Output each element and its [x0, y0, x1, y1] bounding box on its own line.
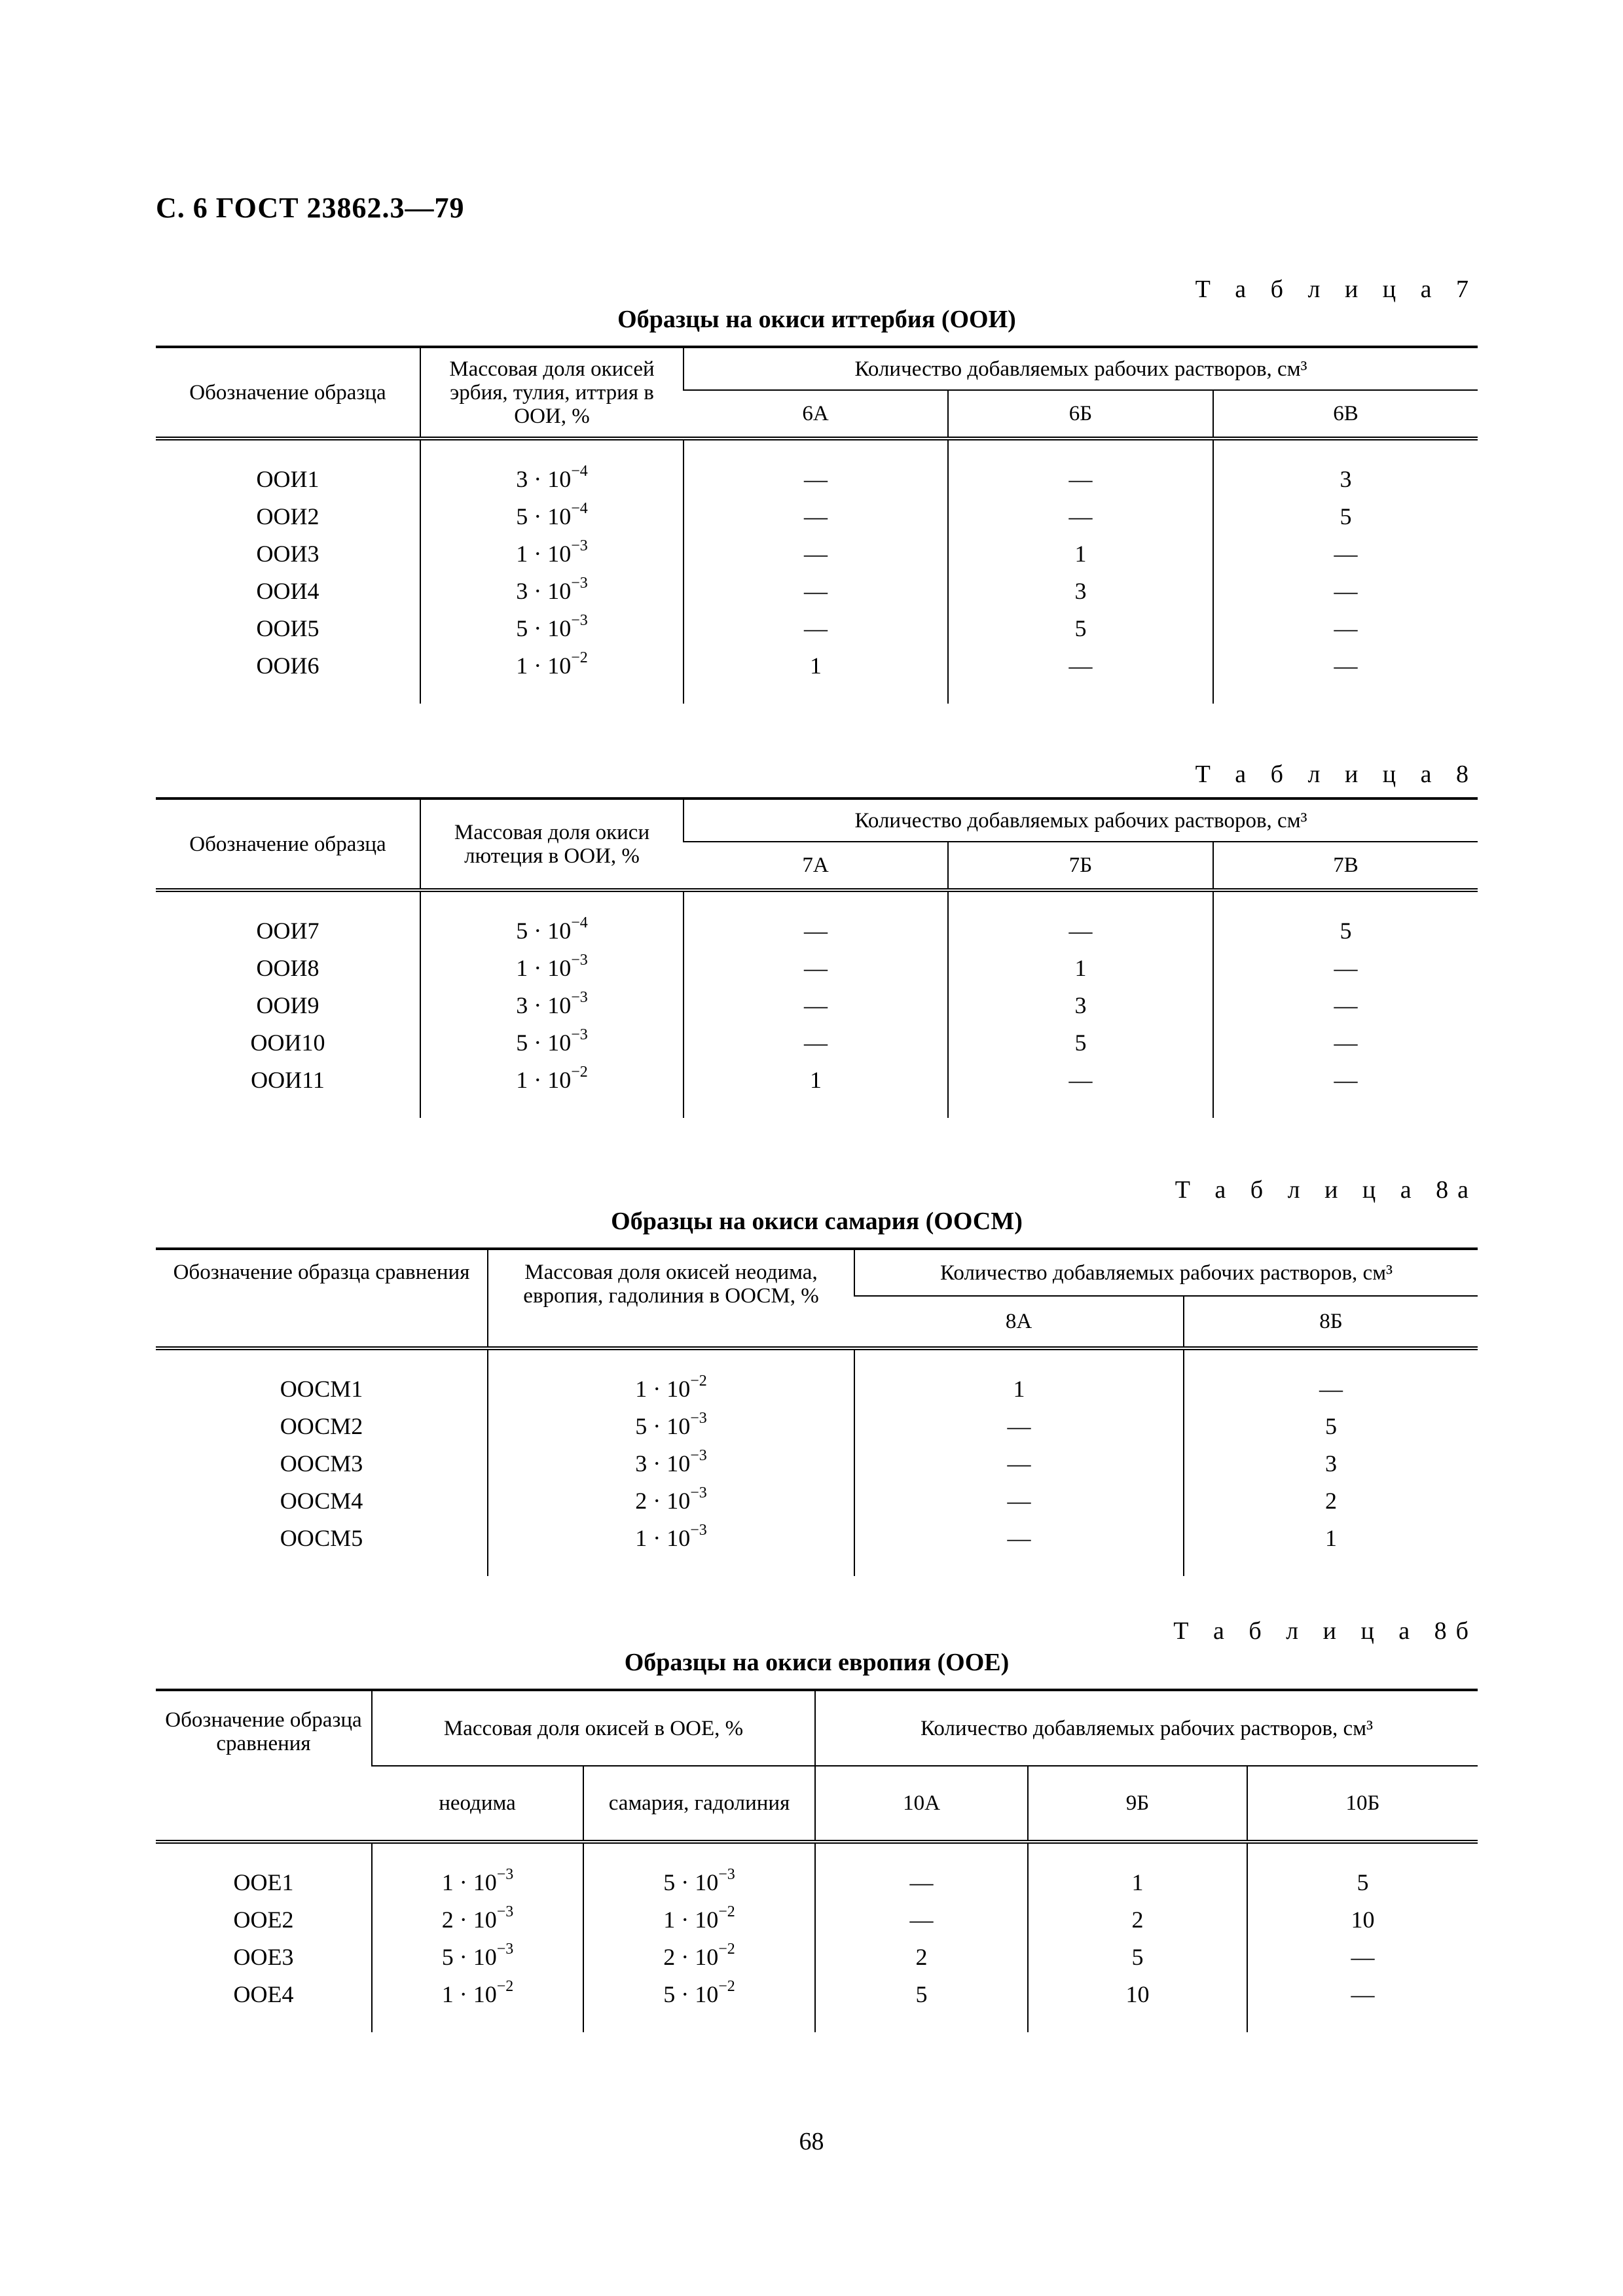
mass-mantissa: 5 — [516, 917, 528, 944]
table8a — [156, 1247, 1478, 1576]
sample-designation: ООЕ2 — [233, 1906, 294, 1933]
table-row — [156, 497, 1478, 535]
mass-fraction-samarium-gadolinium — [583, 1863, 815, 1901]
mass-mantissa: 2 — [441, 1906, 454, 1933]
mass-exponent: −3 — [718, 1865, 735, 1883]
solution-amount: — — [1213, 949, 1478, 986]
solution-amount: 5 — [1184, 1407, 1478, 1444]
page-number: 68 — [799, 2128, 824, 2155]
solution-amount: 2 — [815, 1938, 1028, 1975]
solution-amount: 3 — [1184, 1444, 1478, 1482]
solution-amount: — — [1247, 1975, 1478, 2013]
mass-base: · 10 — [528, 954, 572, 981]
mass-exponent: −2 — [496, 1977, 514, 1995]
table-row — [156, 647, 1478, 684]
mass-mantissa: 3 — [516, 992, 528, 1018]
mass-base: · 10 — [647, 1487, 691, 1514]
table-row — [156, 1370, 1478, 1407]
mass-fraction-neodymium — [372, 1938, 583, 1975]
solution-amount: — — [1213, 535, 1478, 572]
solution-amount: 1 — [1184, 1519, 1478, 1556]
mass-mantissa: 1 — [516, 1066, 528, 1093]
mass-exponent: −4 — [571, 499, 588, 517]
solution-amount: — — [1213, 986, 1478, 1024]
table7-col-mass: Массовая доля окисей эрбия, тулия, иттрия в ООИ, % — [420, 347, 684, 439]
table-row — [156, 1407, 1478, 1444]
table-row — [156, 1863, 1478, 1901]
mass-mantissa: 1 — [516, 954, 528, 981]
mass-mantissa: 1 — [516, 540, 528, 567]
solution-amount: 1 — [684, 647, 948, 684]
solution-amount: — — [684, 1024, 948, 1061]
mass-exponent: −3 — [690, 1446, 707, 1464]
mass-exponent: −3 — [496, 1903, 514, 1920]
mass-mantissa: 5 — [635, 1412, 647, 1439]
mass-fraction-neodymium — [372, 1863, 583, 1901]
mass-base: · 10 — [647, 1450, 691, 1477]
solution-amount: 3 — [1213, 460, 1478, 497]
mass-fraction — [488, 1370, 854, 1407]
sample-designation: ООИ9 — [256, 992, 319, 1018]
table7-col-qty: Количество добавляемых рабочих растворов, см³ — [684, 347, 1478, 390]
solution-amount: — — [948, 497, 1213, 535]
mass-fraction-samarium-gadolinium — [583, 1938, 815, 1975]
mass-base: · 10 — [647, 1412, 691, 1439]
table8b-label: Т а б л и ц а 8б — [1173, 1617, 1478, 1645]
solution-amount: — — [854, 1519, 1184, 1556]
table8a-col-mass: Массовая доля окисей неодима, европия, гадолиния в ООСМ, % — [488, 1249, 854, 1348]
solution-amount: 1 — [948, 949, 1213, 986]
mass-base: · 10 — [528, 1066, 572, 1093]
mass-mantissa: 1 — [635, 1524, 647, 1551]
sample-designation: ООСМ1 — [280, 1375, 363, 1402]
mass-mantissa: 2 — [635, 1487, 647, 1514]
solution-amount: — — [854, 1482, 1184, 1519]
table8b-sub-col: 10Б — [1247, 1766, 1478, 1842]
mass-mantissa: 3 — [516, 577, 528, 604]
mass-fraction — [420, 1061, 684, 1098]
mass-fraction — [420, 986, 684, 1024]
mass-mantissa: 1 — [635, 1375, 647, 1402]
mass-exponent: −4 — [571, 462, 588, 480]
mass-exponent: −4 — [571, 914, 588, 931]
mass-base: · 10 — [528, 465, 572, 492]
mass-base: · 10 — [647, 1375, 691, 1402]
solution-amount: 5 — [948, 609, 1213, 647]
table7-sub-col: 6Б — [948, 390, 1213, 439]
mass-fraction-neodymium — [372, 1901, 583, 1938]
solution-amount: — — [815, 1901, 1028, 1938]
mass-base: · 10 — [453, 1906, 497, 1933]
mass-mantissa: 1 — [441, 1869, 454, 1895]
table7-sub-col: 6В — [1213, 390, 1478, 439]
mass-mantissa: 3 — [516, 465, 528, 492]
solution-amount: 1 — [1028, 1863, 1247, 1901]
mass-base: · 10 — [528, 503, 572, 529]
table8b-col-qty: Количество добавляемых рабочих растворов, см³ — [815, 1690, 1478, 1766]
solution-amount: — — [684, 460, 948, 497]
solution-amount: 2 — [1184, 1482, 1478, 1519]
table8-col-sample: Обозначение образца — [156, 798, 420, 890]
mass-mantissa: 1 — [441, 1981, 454, 2007]
mass-exponent: −3 — [690, 1409, 707, 1427]
mass-fraction — [420, 609, 684, 647]
table-row — [156, 1024, 1478, 1061]
mass-exponent: −2 — [571, 1063, 588, 1081]
sample-designation: ООСМ2 — [280, 1412, 363, 1439]
table8b-sub-col: 9Б — [1028, 1766, 1247, 1842]
solution-amount: — — [948, 647, 1213, 684]
table8b-sub-mass: самария, гадолиния — [583, 1766, 815, 1842]
solution-amount: 5 — [1247, 1863, 1478, 1901]
mass-fraction — [420, 912, 684, 949]
mass-exponent: −3 — [571, 537, 588, 554]
mass-fraction — [488, 1482, 854, 1519]
mass-fraction — [488, 1407, 854, 1444]
table-row — [156, 535, 1478, 572]
mass-base: · 10 — [528, 992, 572, 1018]
solution-amount: — — [948, 460, 1213, 497]
page-header: С. 6 ГОСТ 23862.3—79 — [156, 192, 465, 224]
mass-base: · 10 — [675, 1869, 719, 1895]
sample-designation: ООСМ3 — [280, 1450, 363, 1477]
table8-sub-col: 7А — [684, 842, 948, 890]
solution-amount: — — [684, 497, 948, 535]
sample-designation: ООИ2 — [256, 503, 319, 529]
mass-base: · 10 — [647, 1524, 691, 1551]
sample-designation: ООИ11 — [251, 1066, 325, 1093]
table8-col-mass: Массовая доля окиси лютеция в ООИ, % — [420, 798, 684, 890]
mass-exponent: −3 — [571, 988, 588, 1006]
mass-fraction — [420, 572, 684, 609]
mass-base: · 10 — [528, 652, 572, 679]
mass-exponent: −2 — [718, 1940, 735, 1958]
table7-col-sample: Обозначение образца — [156, 347, 420, 439]
table8a-col-sample: Обозначение образца сравнения — [156, 1249, 488, 1348]
mass-exponent: −2 — [718, 1903, 735, 1920]
table-row — [156, 949, 1478, 986]
mass-mantissa: 1 — [516, 652, 528, 679]
mass-exponent: −2 — [690, 1372, 707, 1390]
sample-designation: ООИ4 — [256, 577, 319, 604]
mass-fraction-samarium-gadolinium — [583, 1901, 815, 1938]
solution-amount: — — [1213, 609, 1478, 647]
solution-amount: 3 — [948, 572, 1213, 609]
sample-designation: ООИ3 — [256, 540, 319, 567]
sample-designation: ООИ10 — [250, 1029, 325, 1056]
mass-fraction — [420, 535, 684, 572]
solution-amount: — — [1213, 572, 1478, 609]
mass-base: · 10 — [528, 577, 572, 604]
mass-mantissa: 3 — [635, 1450, 647, 1477]
table8b — [156, 1689, 1478, 2032]
solution-amount: 5 — [948, 1024, 1213, 1061]
table8-col-qty: Количество добавляемых рабочих растворов, см³ — [684, 798, 1478, 842]
mass-exponent: −3 — [571, 951, 588, 969]
solution-amount: 1 — [854, 1370, 1184, 1407]
mass-base: · 10 — [528, 917, 572, 944]
table8b-col-mass: Массовая доля окисей в ООЕ, % — [372, 1690, 815, 1766]
mass-base: · 10 — [453, 1943, 497, 1970]
mass-base: · 10 — [675, 1981, 719, 2007]
solution-amount: — — [684, 572, 948, 609]
solution-amount: 2 — [1028, 1901, 1247, 1938]
mass-fraction — [488, 1444, 854, 1482]
table8b-col-sample: Обозначение образца сравнения — [156, 1690, 372, 1842]
mass-mantissa: 2 — [663, 1943, 676, 1970]
table8b-sub-col: 10А — [815, 1766, 1028, 1842]
mass-exponent: −2 — [571, 649, 588, 666]
table8-sub-col: 7В — [1213, 842, 1478, 890]
mass-fraction — [420, 497, 684, 535]
mass-base: · 10 — [675, 1906, 719, 1933]
table-row — [156, 572, 1478, 609]
mass-base: · 10 — [528, 1029, 572, 1056]
sample-designation: ООЕ3 — [233, 1943, 294, 1970]
mass-base: · 10 — [453, 1981, 497, 2007]
mass-exponent: −2 — [718, 1977, 735, 1995]
table-row — [156, 912, 1478, 949]
solution-amount: 10 — [1247, 1901, 1478, 1938]
solution-amount: 3 — [948, 986, 1213, 1024]
sample-designation: ООИ7 — [256, 917, 319, 944]
mass-exponent: −3 — [690, 1521, 707, 1539]
sample-designation: ООИ6 — [256, 652, 319, 679]
table-row — [156, 1519, 1478, 1556]
solution-amount: — — [1184, 1370, 1478, 1407]
table7-label: Т а б л и ц а 7 — [1195, 276, 1478, 303]
sample-designation: ООСМ4 — [280, 1487, 363, 1514]
table-row — [156, 1444, 1478, 1482]
mass-mantissa: 5 — [663, 1981, 676, 2007]
solution-amount: — — [684, 912, 948, 949]
mass-mantissa: 5 — [441, 1943, 454, 1970]
sample-designation: ООЕ4 — [233, 1981, 294, 2007]
mass-base: · 10 — [528, 615, 572, 641]
table-row — [156, 460, 1478, 497]
solution-amount: — — [1247, 1938, 1478, 1975]
sample-designation: ООСМ5 — [280, 1524, 363, 1551]
table-row — [156, 609, 1478, 647]
table8a-col-qty: Количество добавляемых рабочих растворов, см³ — [854, 1249, 1478, 1296]
solution-amount: 5 — [1213, 912, 1478, 949]
solution-amount: 10 — [1028, 1975, 1247, 2013]
mass-mantissa: 5 — [516, 1029, 528, 1056]
table-row — [156, 1482, 1478, 1519]
solution-amount: — — [854, 1444, 1184, 1482]
solution-amount: 1 — [684, 1061, 948, 1098]
table-row — [156, 986, 1478, 1024]
solution-amount: — — [854, 1407, 1184, 1444]
mass-base: · 10 — [453, 1869, 497, 1895]
mass-fraction — [420, 647, 684, 684]
solution-amount: — — [815, 1863, 1028, 1901]
mass-fraction — [420, 1024, 684, 1061]
table8a-sub-col: 8А — [854, 1296, 1184, 1348]
solution-amount: 5 — [1213, 497, 1478, 535]
mass-mantissa: 5 — [516, 615, 528, 641]
solution-amount: — — [948, 1061, 1213, 1098]
solution-amount: 5 — [815, 1975, 1028, 2013]
table8a-sub-col: 8Б — [1184, 1296, 1478, 1348]
table-row — [156, 1938, 1478, 1975]
table8 — [156, 797, 1478, 1118]
mass-mantissa: 1 — [663, 1906, 676, 1933]
table8a-title: Образцы на окиси самария (ООСМ) — [611, 1208, 1023, 1235]
table8-label: Т а б л и ц а 8 — [1195, 761, 1478, 788]
mass-fraction-neodymium — [372, 1975, 583, 2013]
solution-amount: — — [1213, 647, 1478, 684]
mass-fraction — [488, 1519, 854, 1556]
solution-amount: — — [684, 535, 948, 572]
solution-amount: 1 — [948, 535, 1213, 572]
table8b-sub-mass: неодима — [372, 1766, 583, 1842]
mass-base: · 10 — [528, 540, 572, 567]
mass-exponent: −3 — [690, 1484, 707, 1501]
solution-amount: 5 — [1028, 1938, 1247, 1975]
solution-amount: — — [948, 912, 1213, 949]
table8a-label: Т а б л и ц а 8а — [1175, 1176, 1478, 1204]
mass-exponent: −3 — [571, 1026, 588, 1043]
mass-exponent: −3 — [496, 1940, 514, 1958]
table7 — [156, 346, 1478, 704]
table8b-title: Образцы на окиси европия (ООЕ) — [624, 1649, 1010, 1676]
solution-amount: — — [1213, 1061, 1478, 1098]
mass-base: · 10 — [675, 1943, 719, 1970]
mass-fraction-samarium-gadolinium — [583, 1975, 815, 2013]
sample-designation: ООИ1 — [256, 465, 319, 492]
table7-title: Образцы на окиси иттербия (ООИ) — [617, 306, 1016, 333]
mass-fraction — [420, 949, 684, 986]
table-row — [156, 1901, 1478, 1938]
table7-sub-col: 6А — [684, 390, 948, 439]
table-row — [156, 1975, 1478, 2013]
solution-amount: — — [1213, 1024, 1478, 1061]
table-row — [156, 1061, 1478, 1098]
sample-designation: ООИ5 — [256, 615, 319, 641]
table8-sub-col: 7Б — [948, 842, 1213, 890]
mass-fraction — [420, 460, 684, 497]
mass-mantissa: 5 — [663, 1869, 676, 1895]
mass-exponent: −3 — [571, 574, 588, 592]
solution-amount: — — [684, 609, 948, 647]
sample-designation: ООЕ1 — [233, 1869, 294, 1895]
mass-mantissa: 5 — [516, 503, 528, 529]
solution-amount: — — [684, 949, 948, 986]
sample-designation: ООИ8 — [256, 954, 319, 981]
mass-exponent: −3 — [496, 1865, 514, 1883]
mass-exponent: −3 — [571, 611, 588, 629]
solution-amount: — — [684, 986, 948, 1024]
